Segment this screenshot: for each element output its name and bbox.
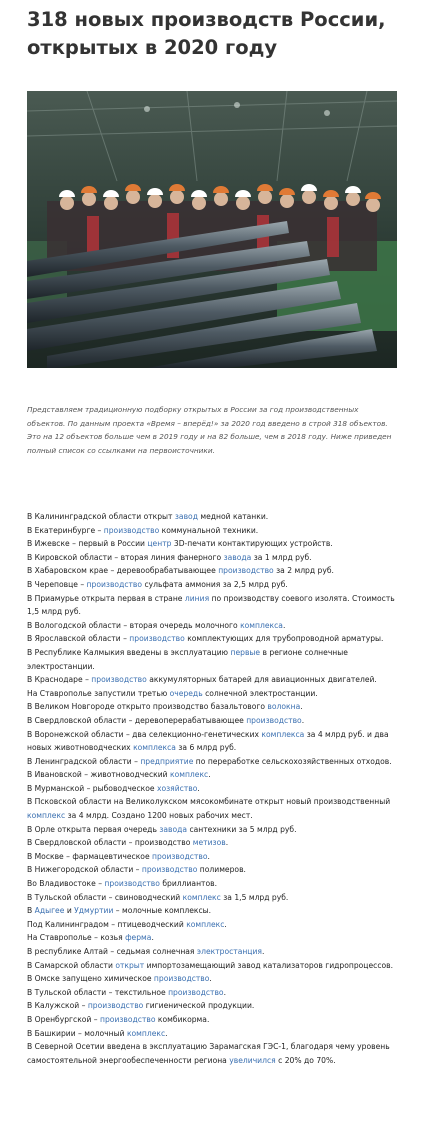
list-item-text: сульфата аммония за 2,5 млрд руб.	[142, 579, 288, 589]
list-item-text: .	[151, 933, 154, 943]
source-link[interactable]: центр	[147, 539, 172, 549]
source-link[interactable]: комплекса	[261, 729, 305, 739]
list-item-text: импортозамещающий завод катализаторов гидропроцессов.	[144, 960, 394, 970]
list-item-text: В Краснодаре –	[27, 675, 92, 685]
source-link[interactable]: производство	[141, 865, 198, 875]
source-link[interactable]: открыт	[115, 960, 145, 970]
list-item-text: комбикорма.	[155, 1014, 210, 1024]
list-item-text: В Екатеринбурге –	[27, 525, 104, 535]
list-item-text: аккумуляторных батарей для авиационных двигателей.	[146, 675, 377, 685]
list-item	[27, 755, 402, 769]
list-item	[27, 524, 402, 538]
list-item	[27, 782, 402, 796]
list-item-text: В Самарской области	[27, 960, 116, 970]
list-item-text: за 6 млрд руб.	[175, 743, 237, 753]
source-link[interactable]: комплекс	[186, 919, 225, 929]
list-item-text: за 4 млрд руб. и два новых животноводческих	[27, 729, 389, 753]
list-item	[27, 863, 402, 877]
list-item	[27, 1013, 402, 1027]
openings-list	[27, 510, 402, 1067]
list-item-text: .	[282, 620, 286, 630]
source-link[interactable]: производство	[246, 715, 302, 725]
list-item	[27, 891, 402, 905]
list-item	[27, 1040, 402, 1067]
source-link[interactable]: производство	[129, 634, 185, 644]
list-item	[27, 877, 402, 891]
list-item-text: .	[261, 947, 265, 956]
source-link[interactable]: производство	[168, 987, 224, 997]
list-item-text: В Калужской –	[27, 1001, 88, 1011]
list-item-text: В Череповце –	[27, 579, 87, 589]
list-item-text: .	[224, 919, 227, 929]
list-item-text: сантехники за 5 млрд руб.	[187, 824, 297, 834]
source-link[interactable]: предприятие	[140, 756, 194, 766]
list-item-text: На Ставрополье запустили третью	[27, 688, 170, 698]
list-item-text: На Ставрополье – козья	[27, 933, 126, 943]
list-item-text: .	[207, 851, 210, 861]
list-item	[27, 632, 402, 646]
list-item	[27, 551, 402, 565]
list-item-text: В Ивановской – животноводческий	[27, 770, 170, 780]
list-item	[27, 795, 402, 822]
source-link[interactable]: завода	[223, 552, 252, 562]
list-item-text: В республике Алтай – седьмая солнечная	[27, 947, 197, 956]
list-item	[27, 510, 402, 524]
list-item-text: .	[300, 702, 303, 712]
source-link[interactable]: комплекс	[126, 1028, 166, 1038]
source-link[interactable]: производство	[104, 879, 160, 889]
list-item-text: коммунальной техники.	[159, 525, 259, 535]
list-item-text: В Ярославской области –	[27, 634, 130, 644]
list-item-text: .	[301, 715, 305, 725]
source-link[interactable]: производство	[153, 974, 210, 984]
list-item-text: 3D-печати контактирующих устройств.	[171, 539, 333, 549]
source-link[interactable]: производство	[218, 566, 274, 576]
list-item-text: В Воронежской области – два селекционно-генетических	[27, 729, 262, 739]
list-item	[27, 918, 402, 932]
list-item	[27, 999, 402, 1013]
list-item-text: В Ленинградской области –	[27, 756, 141, 766]
source-link[interactable]: завод	[174, 512, 198, 521]
list-item-text: В	[27, 906, 35, 916]
list-item	[27, 728, 402, 755]
list-item-text: гигиенической продукции.	[143, 1001, 255, 1011]
list-item-text: В Башкирии – молочный	[27, 1028, 127, 1038]
list-item-text: В Тульской области – свиноводческий	[27, 892, 183, 902]
article-intro: Представляем традиционную подборку открытых в России за год производственных объектов. По данным проекта «Время – вперёд!» за 2020 год введено в строй 318 объектов. Это на 12 объектов больше чем в 2019 году и на 82 больше, чем в 2018 году. Ниже приведен полный список со ссылками на первоисточники.	[27, 405, 392, 455]
list-item	[27, 1027, 402, 1041]
list-item-text: .	[209, 974, 212, 984]
source-link[interactable]: хозяйство	[156, 783, 198, 793]
list-item-text: медной катанки.	[197, 512, 269, 521]
list-item-text: В Хабаровском крае – деревообрабатывающее	[27, 566, 219, 576]
list-item	[27, 768, 402, 782]
source-link[interactable]: линия	[184, 593, 210, 603]
source-link[interactable]: производство	[86, 579, 143, 589]
source-link[interactable]: производство	[103, 525, 160, 535]
list-item-text: В Свердловской области – производство	[27, 838, 193, 848]
list-item	[27, 592, 402, 619]
list-item-text: В Великом Новгороде открыто производство базальтового	[27, 702, 268, 712]
list-item-text: В Кировской области – вторая линия фанерного	[27, 552, 224, 562]
list-item-text: .	[208, 770, 211, 780]
source-link[interactable]: комплекс	[170, 770, 209, 780]
list-item	[27, 646, 402, 673]
list-item	[27, 673, 402, 687]
source-link[interactable]: производство	[152, 851, 208, 861]
list-item-text: В Северной Осетии введена в эксплуатацию Зарамагская ГЭС-1, благодаря чему уровень самостоятельной энергообеспеченности региона	[27, 1042, 390, 1065]
list-item	[27, 850, 402, 864]
list-item-text: с 20% до 70%.	[275, 1055, 336, 1065]
source-link[interactable]: комплекса	[240, 620, 283, 630]
list-item-text: В Республике Калмыкия введены в эксплуатацию	[27, 647, 231, 657]
list-item	[27, 959, 402, 973]
list-item-text: В Калининградской области открыт	[27, 512, 175, 521]
list-item-text: В Свердловской области – деревоперерабатывающее	[27, 715, 247, 725]
list-item-text: по переработке сельскохозяйственных отходов.	[193, 756, 392, 766]
list-item-text: .	[223, 987, 226, 997]
source-link[interactable]: комплекс	[182, 892, 221, 902]
list-item-text: В Орле открыта первая очередь	[27, 824, 160, 834]
list-item	[27, 986, 402, 1000]
list-item	[27, 931, 402, 945]
list-item	[27, 945, 402, 959]
source-link[interactable]: очередь	[169, 688, 203, 698]
list-item-text: .	[165, 1028, 168, 1038]
list-item-text: бриллиантов.	[159, 879, 217, 889]
source-link[interactable]: увеличился	[229, 1055, 276, 1065]
list-item-text: за 1,5 млрд руб.	[220, 892, 289, 902]
list-item	[27, 578, 402, 592]
list-item-text: В Ижевске – первый в России	[27, 539, 148, 549]
list-item-text: и	[64, 906, 75, 916]
list-item-text: за 4 млрд. Создано 1200 новых рабочих мест.	[65, 811, 253, 821]
list-item-text: Под Калининградом – птицеводческий	[27, 919, 187, 929]
source-link[interactable]: производство	[91, 675, 147, 685]
list-item	[27, 836, 402, 850]
list-item	[27, 972, 402, 986]
list-item-text: за 2 млрд руб.	[273, 566, 334, 576]
list-item-text: полимеров.	[197, 865, 246, 875]
list-item-text: за 1 млрд руб.	[251, 552, 312, 562]
list-item-text: В Псковской области на Великолукском мясокомбинате открыт новый производственный	[27, 797, 391, 807]
list-item	[27, 564, 402, 578]
list-item-text: В Омске запущено химическое	[27, 974, 154, 984]
source-link[interactable]: волокна	[267, 702, 301, 712]
list-item-text: .	[197, 783, 200, 793]
list-item-text: В Мурманской – рыбоводческое	[27, 783, 157, 793]
list-item	[27, 823, 402, 837]
list-item-text: В Москве – фармацевтическое	[27, 851, 153, 861]
source-link[interactable]: комплекса	[133, 743, 176, 753]
source-link[interactable]: Удмуртии	[74, 906, 114, 916]
factory-workers-photo	[27, 91, 397, 368]
list-item-text: В Вологодской области – вторая очередь молочного	[27, 620, 241, 630]
list-item-text: В Оренбургской –	[27, 1014, 101, 1024]
list-item-text: В Тульской области – текстильное	[27, 987, 169, 997]
source-link[interactable]: электростанция	[196, 947, 262, 956]
list-item-text: солнечной электростанции.	[202, 688, 318, 698]
source-link[interactable]: производство	[87, 1001, 144, 1011]
source-link[interactable]: метизов	[192, 838, 226, 848]
source-link[interactable]: завода	[159, 824, 188, 834]
list-item-text: – молочные комплексы.	[113, 906, 212, 916]
list-item	[27, 700, 402, 714]
list-item-text: по производству соевого изолята. Стоимость 1,5 млрд руб.	[27, 593, 395, 617]
source-link[interactable]: производство	[100, 1014, 156, 1024]
list-item	[27, 904, 402, 918]
list-item	[27, 537, 402, 551]
source-link[interactable]: Адыгее	[34, 906, 65, 916]
list-item-text: в регионе солнечные электростанции.	[27, 647, 348, 671]
list-item-text: Во Владивостоке –	[27, 879, 105, 889]
list-item	[27, 619, 402, 633]
page-title: 318 новых производств России, открытых в 2020 году	[27, 8, 386, 59]
source-link[interactable]: ферма	[125, 933, 152, 943]
list-item-text: В Приамурье открыта первая в стране	[27, 593, 185, 603]
list-item-text: В Нижегородской области –	[27, 865, 142, 875]
list-item-text: .	[225, 838, 229, 848]
source-link[interactable]: комплекс	[27, 811, 66, 821]
list-item-text: комплектующих для трубопроводной арматуры.	[184, 634, 384, 644]
list-item	[27, 687, 402, 701]
list-item	[27, 714, 402, 728]
source-link[interactable]: первые	[230, 647, 261, 657]
